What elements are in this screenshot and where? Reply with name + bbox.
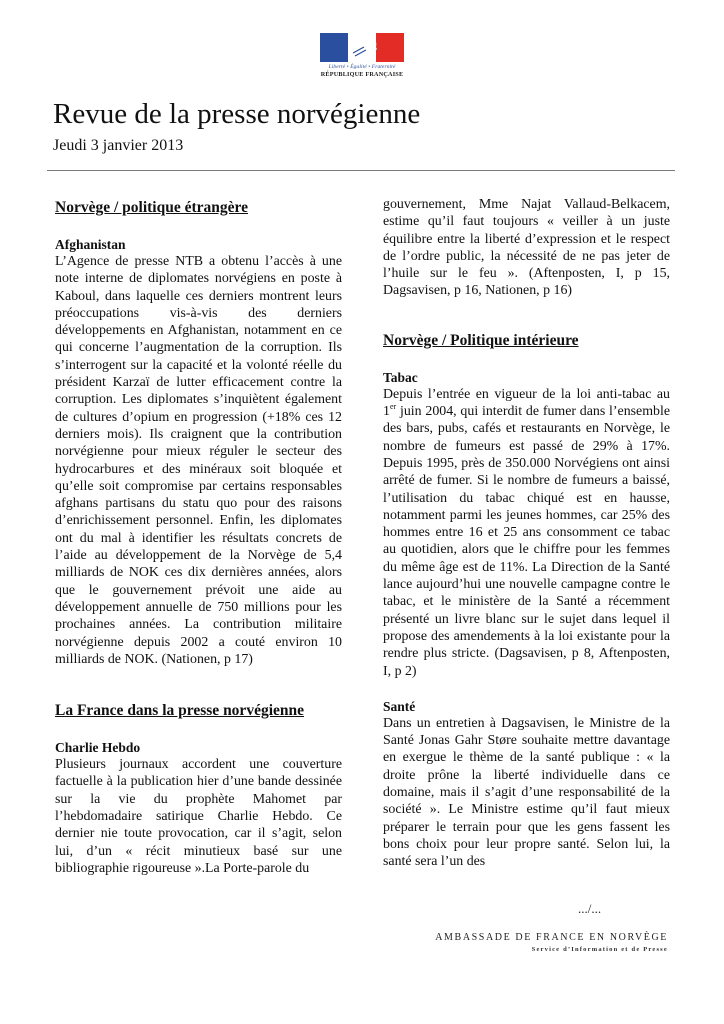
right-column [383,196,670,871]
marianne-flag-icon [320,33,404,62]
logo-republique-francaise: RÉPUBLIQUE FRANÇAISE [320,71,404,78]
left-column [55,198,342,877]
header-divider [47,170,675,171]
article-title-sante: Santé [383,698,416,714]
article-body-sante: Dans un entretien à Dagsavisen, le Ministre de la Santé Jonas Gahr Støre souhaite mettre davantage en exergue le thème de la santé publique : « la droite prône la liberté individuelle dans ce domaine, mais il s’agit d’une responsabilité de la société ». Le Ministre estime qu’il faut mieux préparer le terrain pour que les gens fassent les bons choix pour leur propre santé. Selon lui, la santé sera l’un des [383,715,670,870]
logo-motto: Liberté • Égalité • Fraternité [328,64,396,70]
section-heading-domestic-policy: Norvège / Politique intérieure [383,331,579,349]
article-body-charlie-hebdo: Plusieurs journaux accordent une couverture factuelle à la publication hier d’une bande dessinée sur la vie du prophète Mahomet par l’hebdomadaire satirique Charlie Hebdo. Ce dernier nie toute provocation, car il s’agit, selon lui, d’un « récit minutieux basé sur une bibliographie rigoureuse ».La Porte-parole du [55,757,342,876]
footer-organization: AMBASSADE DE FRANCE EN NORVÈGE [435,932,668,943]
continuation-marker: .../... [578,901,602,916]
article-body-tabac: Depuis l’entrée en vigueur de la loi anti-tabac au 1er juin 2004, qui interdit de fumer dans l’ensemble des bars, pubs, cafés et restaurants en Norvège, le nombre de fumeurs est passé de 29% à 17%. Depuis 1995, près de 350.000 Norvégiens ont ainsi arrêté de fumer. Si le nombre de fumeurs a baissé, l’utilisation du tabac chiqué est en hausse, notamment parmi les jeunes hommes, car 25% des hommes entre 16 et 25 ans consomment ce tabac au quotidien, alors que le chiffre pour les femmes du même âge est de 11%. La Direction de la Santé lance aujourd’hui une nouvelle campagne contre le tabac, et le ministère de la Santé a récemment présenté un livre blanc sur le sujet dans lequel il propose des amendements à la loi existante pour la rendre plus stricte. (Dagsavisen, p 8, Aftenposten, I, p 2) [383,386,670,679]
section-heading-france-in-press: La France dans la presse norvégienne [55,702,304,720]
article-title-tabac: Tabac [383,369,418,385]
document-date: Jeudi 3 janvier 2013 [53,137,184,154]
superscript-er: er [389,402,397,412]
footer-department: Service d’Information et de Presse [531,946,668,953]
article-body-charlie-hebdo-continued: gouvernement, Mme Najat Vallaud-Belkacem, estime qu’il faut toujours « veiller à un juste équilibre entre la liberté d’expression et le respect de l’ordre public, la nécessité de ne pas jeter de l’huile sur le feu ». (Aftenposten, I, p 15, Dagsavisen, p 16, Nationen, p 16) [383,197,670,299]
article-title-charlie-hebdo: Charlie Hebdo [55,740,141,756]
document-title: Revue de la presse norvégienne [53,98,421,130]
article-title-afghanistan: Afghanistan [55,237,126,252]
republique-francaise-logo [320,33,404,78]
article-body-afghanistan: L’Agence de presse NTB a obtenu l’accès à une note interne de diplomates norvégiens en poste à Kaboul, dans laquelle ces derniers montrent leurs préoccupations vis-à-vis des derniers développements en Afghanistan, notamment en ce qui concerne l’augmentation de la corruption. Ils s’interrogent sur la capacité et la volonté réelle du président Karzaï de lutter efficacement contre la corruption. Les diplomates s’inquiètent également de cultures d’opium en progression (+18% ces 12 derniers mois). Ils craignent que la contribution norvégienne pour mieux réguler le secteur des hydrocarbures et des minéraux soit bloquée et qu’elle soit compromise par certains responsables afghans partisans du statu quo pour des raisons d’enrichissement personnel. Enfin, les diplomates ont du mal à identifier les résultats concrets de l’aide au développement de la Norvège de 5,4 milliards de NOK ces dix dernières années, alors que le gouvernement prévoit une aide au développement annuelle de 750 millions pour les prochaines années. La contribution militaire norvégienne depuis 2002 a couté environ 10 milliards de NOK. (Nationen, p 17) [55,254,342,667]
section-heading-foreign-policy: Norvège / politique étrangère [55,199,248,216]
